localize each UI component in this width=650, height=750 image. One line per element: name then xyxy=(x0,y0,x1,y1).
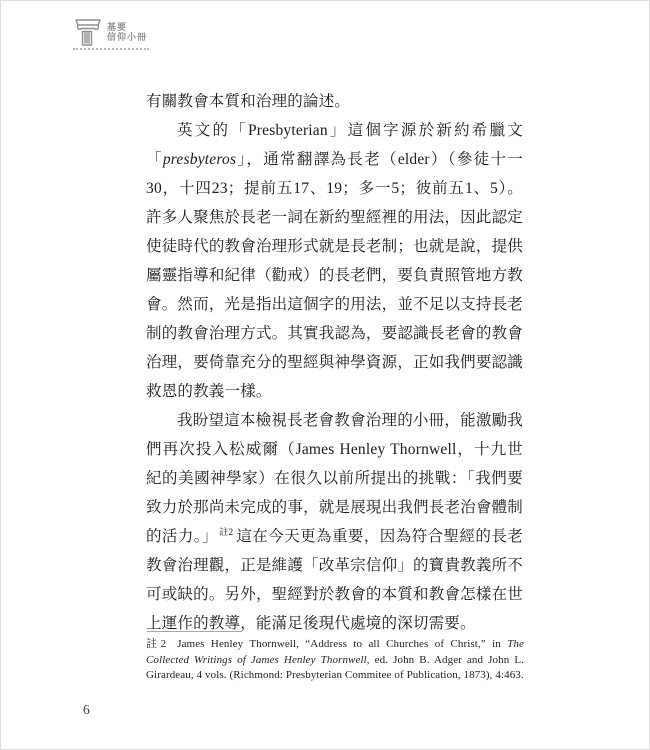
footnote-label: 註2 xyxy=(146,638,167,650)
text-segment: James Henley Thornwell, “Address to all Churches of Christ,” in xyxy=(177,638,508,650)
column-capital-icon xyxy=(73,17,103,47)
footnote-divider xyxy=(147,631,242,632)
paragraph xyxy=(146,406,523,638)
text-segment: 有關教會本質和治理的論述。 xyxy=(146,93,351,110)
publisher-logo xyxy=(73,17,147,47)
footnote-text xyxy=(146,637,524,684)
text-segment: presbyteros xyxy=(162,151,237,168)
text-segment: 英文的「Presbyterian」這個字源於新約希臘文「 xyxy=(146,122,523,168)
text-segment: The Collected Writings of James Henley Thornwell xyxy=(146,638,524,666)
text-segment: 」，通常翻譯為長老（elder）（參徒十一30，十四23；提前五17、19；多一5；彼前五1、5）。許多人聚焦於長老一詞在新約聖經裡的用法，因此認定使徒時代的教會治理形式就是長老制；也就是說，提供屬靈指導和紀律（勸戒）的長老們，要負責照管地方教會。然而，光是指出這個字的用法，並不足以支持長老制的教會治理方式。其實我認為，要認識長老會的教會治理，要倚靠充分的聖經與神學資源，正如我們要認識救恩的教義一樣。 xyxy=(146,151,523,400)
logo-series-line2: 信仰小冊 xyxy=(107,32,148,42)
text-segment: , ed. John B. Adger and John L. Girardeau, 4 vols. (Richmond: Presbyterian Commitee of Publication, 1873), 4:463. xyxy=(146,653,524,681)
text-segment: 這在今天更為重要，因為符合聖經的長老教會治理觀，正是維護「改革宗信仰」的寶貴教義所不可或缺的。另外，聖經對於教會的本質和教會怎樣在世上運作的教導，能滿足後現代處境的深切需要。 xyxy=(146,528,523,632)
logo-series-line1: 基要 xyxy=(107,22,128,32)
paragraph xyxy=(146,87,523,116)
page-number: 6 xyxy=(83,702,90,717)
text-segment: 註2 xyxy=(218,527,234,538)
body-text xyxy=(146,87,523,638)
paragraph xyxy=(146,116,523,406)
text-segment: 我盼望這本檢視長老會教會治理的小冊，能激勵我們再次投入松威爾（James Henley Thornwell，十九世紀的美國神學家）在很久以前所提出的挑戰：「我們要致力於那尚未完成的事，就是展現出我們長老治會體制的活力。」 xyxy=(146,412,523,545)
logo-divider xyxy=(73,48,149,50)
footnote xyxy=(146,631,524,684)
